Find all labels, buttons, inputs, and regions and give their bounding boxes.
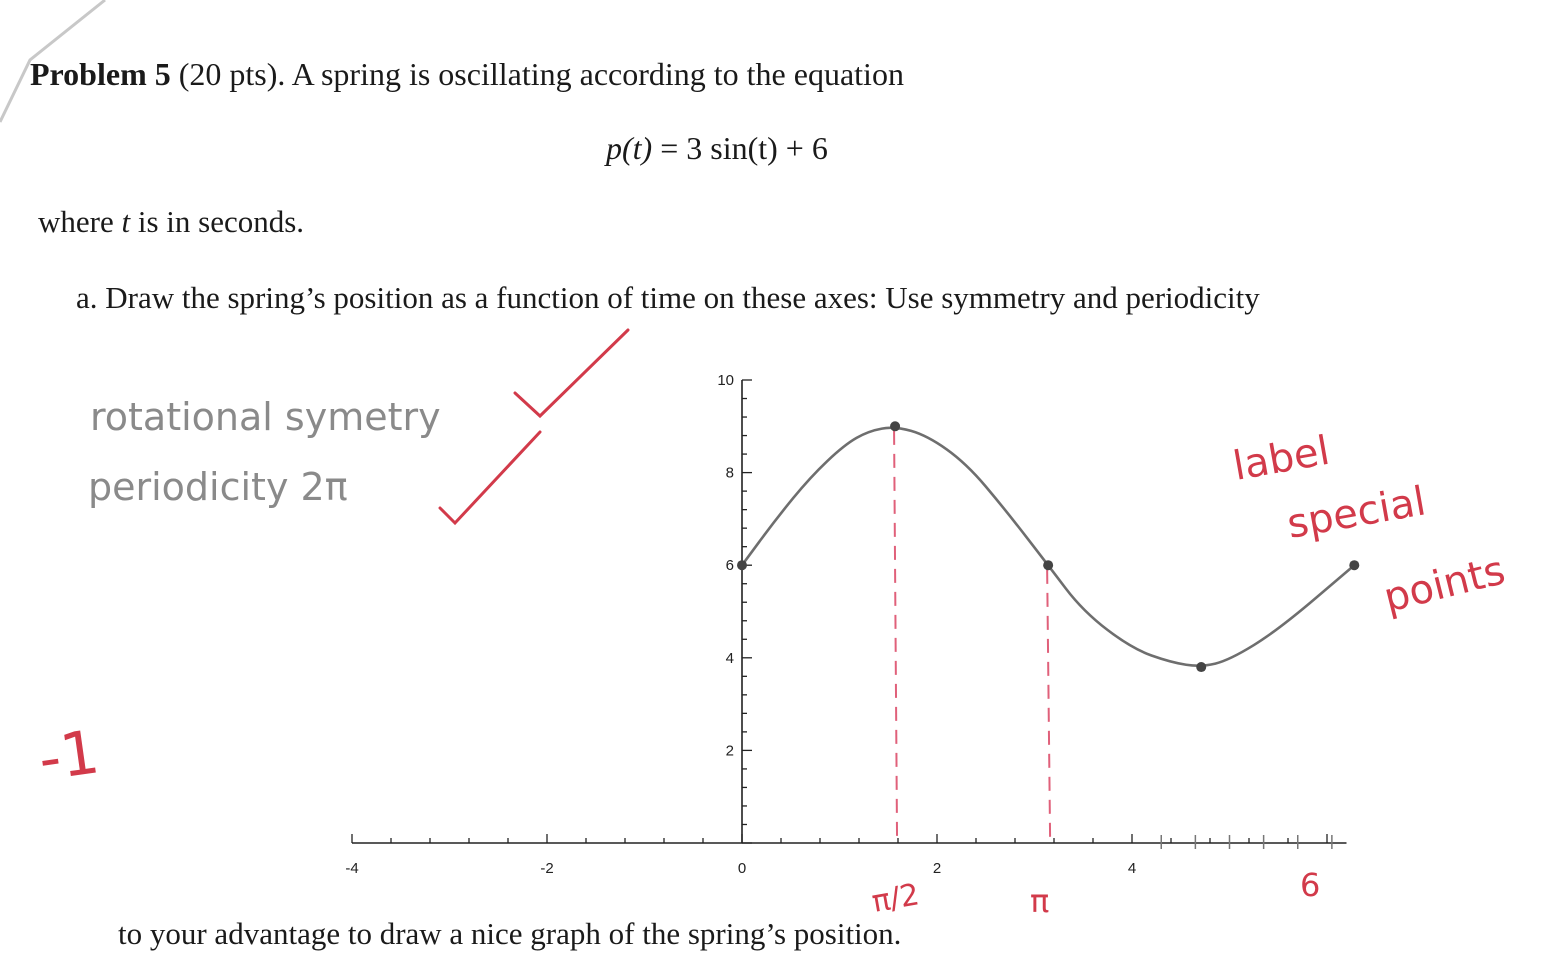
y-tick-label: 10	[717, 372, 734, 389]
y-tick-label: 2	[725, 742, 734, 760]
x-tick-label: 4	[1127, 860, 1137, 877]
problem-intro: A spring is oscillating according to the equation	[291, 56, 904, 92]
note-label: label	[1229, 427, 1334, 490]
marked-point	[1043, 560, 1053, 570]
marked-point	[1196, 662, 1206, 672]
axes	[352, 380, 1347, 843]
note-special: special	[1283, 478, 1430, 548]
guide-line	[1047, 570, 1050, 843]
y-tick-label: 8	[725, 464, 734, 482]
marked-point	[737, 560, 747, 570]
y-tick-label: 4	[725, 649, 734, 667]
where-var: t	[121, 204, 131, 239]
checkmark-icon	[440, 432, 540, 523]
problem-points: (20 pts).	[178, 56, 286, 92]
margin-score: -1	[34, 717, 104, 795]
guide-lines	[894, 431, 1332, 849]
x-tick-label: 2	[932, 860, 942, 877]
note-rotational-symmetry: rotational symetry	[90, 395, 441, 439]
problem-label: Problem 5	[30, 56, 171, 92]
x-tick-label: -2	[540, 860, 554, 877]
tick-label-pi: π	[1030, 882, 1050, 920]
equation-lhs: p(t)	[606, 130, 653, 166]
equation-rhs: = 3 sin(t) + 6	[660, 130, 828, 166]
tick-label-pi-over-2: π/2	[869, 877, 922, 920]
note-points: points	[1379, 547, 1510, 622]
x-tick-label: 0	[737, 860, 747, 877]
tick-labels	[345, 372, 1136, 877]
note-periodicity: periodicity 2π	[88, 465, 348, 509]
marked-point	[890, 421, 900, 431]
closing-line: to your advantage to draw a nice graph of the spring’s position.	[118, 916, 902, 951]
part-a-prompt: a. Draw the spring’s position as a function of time on these axes: Use symmetry and periodicity	[76, 280, 1260, 315]
where-suffix: is in seconds.	[137, 204, 305, 239]
marked-point	[1349, 560, 1359, 570]
checkmark-icon	[515, 330, 628, 416]
guide-line	[894, 431, 897, 843]
y-tick-label: 6	[725, 557, 734, 575]
pen-mark	[0, 0, 105, 122]
where-prefix: where	[38, 204, 114, 239]
tick-label-6: 6	[1300, 866, 1321, 904]
x-tick-label: -4	[345, 860, 359, 877]
